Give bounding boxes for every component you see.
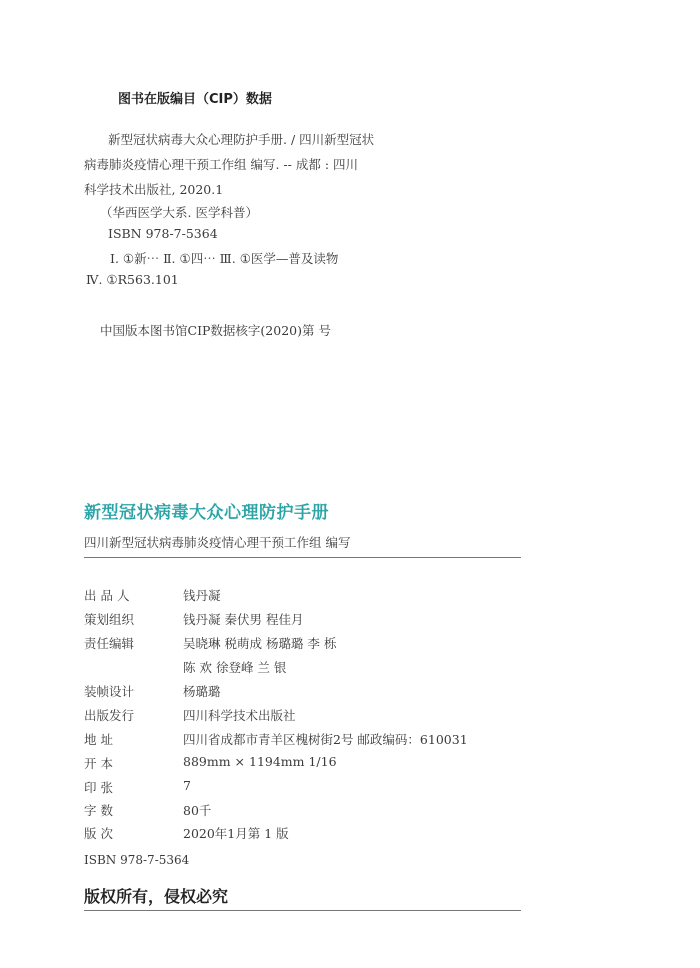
colophon-label: 版 次 (84, 826, 113, 841)
colophon-value: 吴晓琳 税萌成 杨璐璐 李 栎 (183, 636, 337, 651)
colophon-label: 策划组织 (84, 612, 135, 627)
cip-line-4: （华西医学大系. 医学科普） (100, 205, 258, 220)
cip-line-3: 科学技术出版社, 2020.1 (84, 182, 224, 197)
colophon-value: 陈 欢 徐登峰 兰 银 (183, 660, 287, 675)
colophon-label: 印 张 (84, 780, 113, 795)
cip-line-1: 新型冠状病毒大众心理防护手册. / 四川新型冠状 (108, 132, 375, 147)
colophon-value: 杨璐璐 (183, 684, 221, 699)
colophon-label: 开 本 (84, 756, 113, 771)
book-author-line: 四川新型冠状病毒肺炎疫情心理干预工作组 编写 (84, 535, 351, 550)
colophon-value: 钱丹凝 秦伏男 程佳月 (183, 612, 304, 627)
book-title: 新型冠状病毒大众心理防护手册 (84, 503, 329, 523)
colophon-label: 装帧设计 (84, 684, 135, 699)
colophon-label: 字 数 (84, 803, 113, 818)
isbn-line: ISBN 978-7-5364 (84, 853, 190, 867)
cip-check-number: 中国版本图书馆CIP数据核字(2020)第 号 (100, 323, 331, 338)
cip-line-5: ISBN 978-7-5364 (108, 226, 218, 241)
cip-heading: 图书在版编目（CIP）数据 (118, 92, 272, 107)
colophon-value: 80千 (183, 803, 212, 818)
colophon-value: 2020年1月第 1 版 (183, 826, 289, 841)
colophon-label: 地 址 (84, 732, 113, 747)
colophon-value: 889mm × 1194mm 1/16 (183, 754, 337, 769)
colophon-label: 出 品 人 (84, 588, 130, 603)
colophon-label: 责任编辑 (84, 636, 135, 651)
colophon-value: 四川省成都市青羊区槐树街2号 邮政编码：610031 (183, 732, 468, 747)
colophon-label: 出版发行 (84, 708, 135, 723)
cip-line-6: Ⅰ. ①新⋯ Ⅱ. ①四⋯ Ⅲ. ①医学—普及读物 (110, 251, 339, 266)
cip-line-7: Ⅳ. ①R563.101 (86, 272, 179, 287)
colophon-value: 四川科学技术出版社 (183, 708, 296, 723)
cip-line-2: 病毒肺炎疫情心理干预工作组 编写. -- 成都 : 四川 (84, 157, 358, 172)
colophon-value: 7 (183, 778, 191, 793)
colophon-value: 钱丹凝 (183, 588, 221, 603)
divider-bottom (84, 910, 521, 911)
divider-top (84, 557, 521, 558)
copyright-notice: 版权所有，侵权必究 (84, 887, 229, 906)
